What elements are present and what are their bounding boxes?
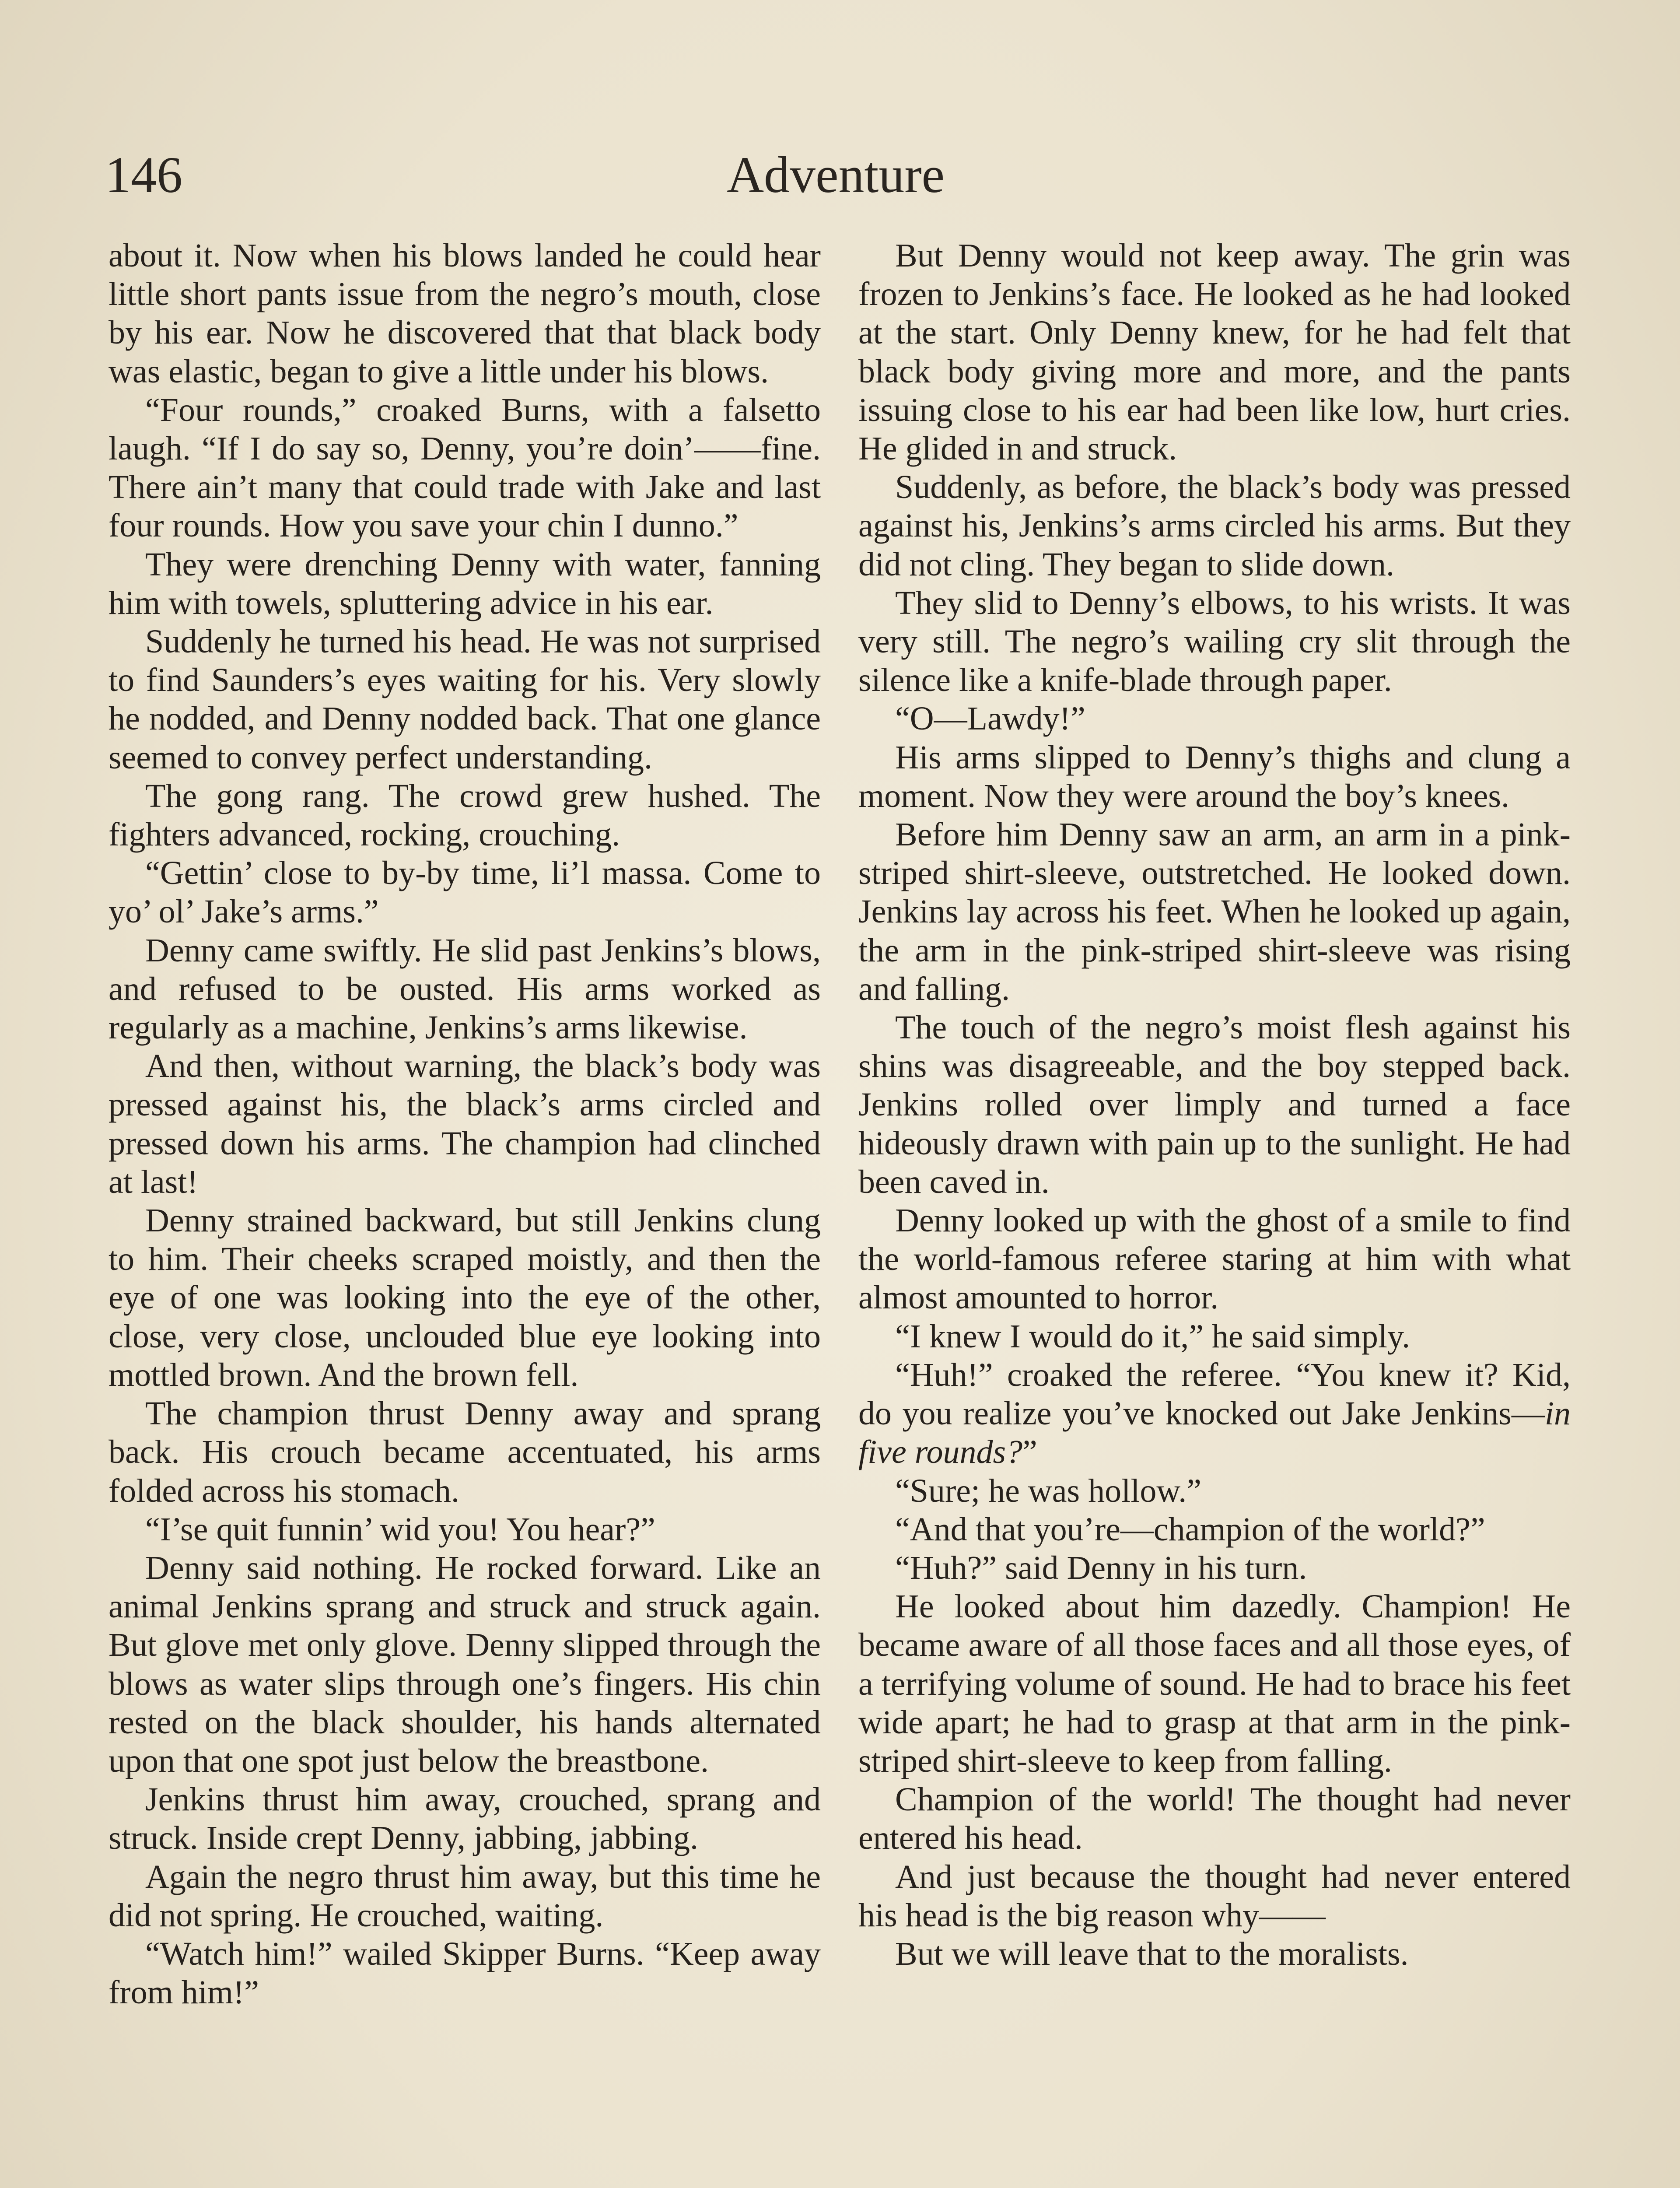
paragraph: “O—Lawdy!” (895, 700, 1085, 737)
paragraph: But Denny would not keep away. The grin was frozen to Jenkins’s face. He looked as he had looked at the start. Only Denny knew, for he had felt that black body giving more and more, and the pants issuing close to his ear had been like low, hurt cries. He glided in and struck. (858, 237, 1571, 467)
paragraph: “Huh?” said Denny in his turn. (895, 1549, 1307, 1586)
paragraph: The touch of the negro’s moist flesh against his shins was disagreeable, and the boy stepped back. Jenkins rolled over limply and turned a face hideously drawn with pain up to the sunlight. He had been caved in. (858, 1009, 1571, 1200)
page-number: 146 (105, 146, 182, 203)
paragraph: His arms slipped to Denny’s thighs and clung a moment. Now they were around the boy’s knees. (858, 739, 1571, 814)
paragraph: “I’se quit funnin’ wid you! You hear?” (145, 1511, 655, 1548)
paragraph: Champion of the world! The thought had never entered his head. (858, 1781, 1571, 1857)
paragraph: Denny strained backward, but still Jenkins clung to him. Their cheeks scraped moistly, and then the eye of one was looking into the eye of the other, close, very close, unclouded blue eye looking into mottled brown. And the brown fell. (108, 1202, 821, 1393)
paragraph: “Four rounds,” croaked Burns, with a falsetto laugh. “If I do say so, Denny, you’re doin’——fine. There ain’t many that could trade with Jake and last four rounds. How you save your chin I dunno.” (108, 391, 821, 544)
paragraph: The gong rang. The crowd grew hushed. The fighters advanced, rocking, crouching. (108, 777, 821, 853)
page-header (105, 131, 1566, 219)
paragraph: “Sure; he was hollow.” (895, 1472, 1201, 1509)
paragraph: He looked about him dazedly. Champion! He became aware of all those faces and all those eyes, of a terrifying volume of sound. He had to brace his feet wide apart; he had to grasp at that arm in the pink-striped shirt-sleeve to keep from falling. (858, 1588, 1571, 1779)
paragraph: The champion thrust Denny away and sprang back. His crouch became accentuated, his arms folded across his stomach. (108, 1395, 821, 1509)
paragraph: And then, without warning, the black’s body was pressed against his, the black’s arms circled and pressed down his arms. The champion had clinched at last! (108, 1048, 821, 1200)
emphasis: in five rounds? (858, 1395, 1571, 1471)
paragraph: Jenkins thrust him away, crouched, sprang and struck. Inside crept Denny, jabbing, jabbing. (108, 1781, 821, 1857)
paragraph: Before him Denny saw an arm, an arm in a pink-striped shirt-sleeve, outstretched. He looked down. Jenkins lay across his feet. When he looked up again, the arm in the pink-striped shirt-sleeve was rising and falling. (858, 816, 1571, 1007)
paragraph: “I knew I would do it,” he said simply. (895, 1318, 1410, 1355)
paragraph: about it. Now when his blows landed he could hear little short pants issue from the negro’s mouth, close by his ear. Now he discovered that that black body was elastic, began to give a little under his blows. (108, 237, 821, 390)
paragraph: But we will leave that to the moralists. (895, 1935, 1409, 1972)
right-text-column (858, 236, 1571, 1973)
paragraph: Suddenly, as before, the black’s body was pressed against his, Jenkins’s arms circled his arms. But they did not cling. They began to slide down. (858, 469, 1571, 583)
paragraph: Again the negro thrust him away, but this time he did not spring. He crouched, waiting. (108, 1858, 821, 1934)
paragraph: “And that you’re—champion of the world?” (895, 1511, 1485, 1548)
paragraph: They were drenching Denny with water, fanning him with towels, spluttering advice in his ear. (108, 546, 821, 621)
paragraph: “Gettin’ close to by-by time, li’l massa. Come to yo’ ol’ Jake’s arms.” (108, 855, 821, 930)
paragraph: Denny looked up with the ghost of a smile to find the world-famous referee staring at him with what almost amounted to horror. (858, 1202, 1571, 1316)
paragraph: Suddenly he turned his head. He was not surprised to find Saunders’s eyes waiting for his. Very slowly he nodded, and Denny nodded back. That one glance seemed to convey perfect understanding. (108, 623, 821, 776)
left-text-column (108, 236, 821, 2012)
paragraph: They slid to Denny’s elbows, to his wrists. It was very still. The negro’s wailing cry slit through the silence like a knife-blade through paper. (858, 584, 1571, 699)
paragraph: Denny came swiftly. He slid past Jenkins’s blows, and refused to be ousted. His arms worked as regularly as a machine, Jenkins’s arms likewise. (108, 932, 821, 1046)
paragraph: “Watch him!” wailed Skipper Burns. “Keep away from him!” (108, 1935, 821, 2011)
paragraph: “Huh!” croaked the referee. “You knew it? Kid, do you realize you’ve knocked out Jake Jenkins—in five rounds?” (858, 1356, 1571, 1471)
paragraph: And just because the thought had never entered his head is the big reason why—— (858, 1858, 1571, 1934)
paragraph: Denny said nothing. He rocked forward. Like an animal Jenkins sprang and struck and struck again. But glove met only glove. Denny slipped through the blows as water slips through one’s fingers. His chin rested on the black shoulder, his hands alternated upon that one spot just below the breastbone. (108, 1549, 821, 1779)
running-title: Adventure (726, 146, 945, 203)
